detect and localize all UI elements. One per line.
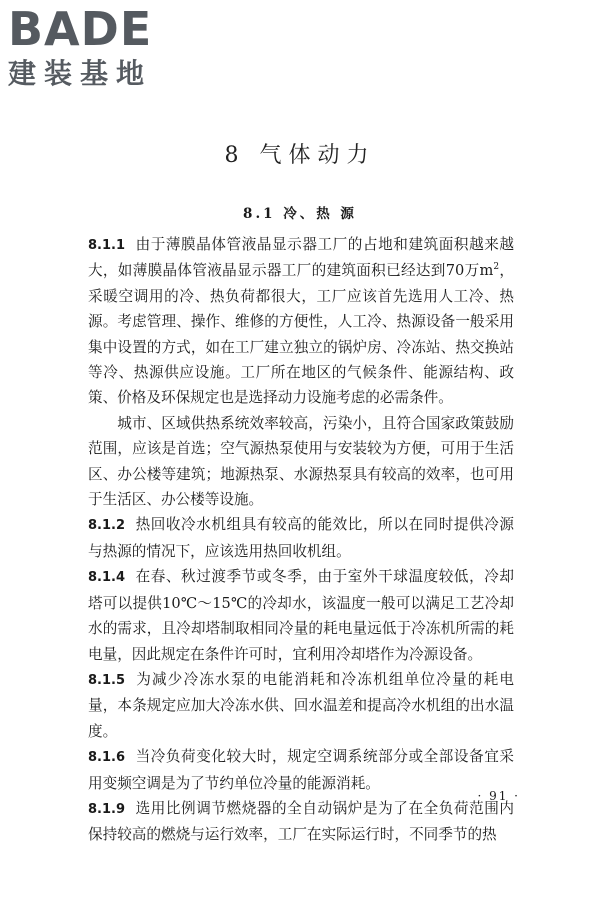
publisher-logo xyxy=(8,2,208,90)
superscript: 2 xyxy=(493,262,500,273)
page-number: · 91 · xyxy=(477,789,520,803)
clause-text: 为减少冷冻水泵的电能消耗和冷冻机组单位冷量的耗电量，本条规定应加大冷冻水供、回水温差和提高冷水机组的出水温度。 xyxy=(88,670,514,740)
clause-number: 8.1.9 xyxy=(88,801,126,817)
clause-text: 在春、秋过渡季节或冬季，由于室外干球温度较低，冷却塔可以提供10℃～15℃的冷却水，该温度一般可以满足工艺冷却水的需求，且冷却塔制取相同冷量的耗电量远低于冷冻机所需的耗电量，因此规定在条件许可时，宜利用冷却塔作为冷源设备。 xyxy=(88,568,514,663)
clause-8-1-1 xyxy=(88,232,514,411)
clause-8-1-2 xyxy=(88,512,514,564)
clause-text: 热回收冷水机组具有较高的能效比，所以在同时提供冷源与热源的情况下，应该选用热回收机组。 xyxy=(88,516,514,560)
clause-number: 8.1.6 xyxy=(88,750,126,766)
clause-text: 由于薄膜晶体管液晶显示器工厂的占地和建筑面积越来越大，如薄膜晶体管液晶显示器工厂的建筑面积已经达到70万m xyxy=(88,236,514,280)
chapter-title: 8 气体动力 xyxy=(224,143,376,168)
paragraph: 城市、区域供热系统效率较高，污染小，且符合国家政策鼓励范围，应该是首选；空气源热泵使用与安装较为方便，可用于生活区、办公楼等建筑；地源热泵、水源热泵具有较高的效率，也可用于生活区、办公楼等设施。 xyxy=(88,414,514,509)
clause-number: 8.1.5 xyxy=(88,672,126,688)
clause-text: ，采暖空调用的冷、热负荷都很大，工厂应该首先选用人工冷、热源。考虑管理、操作、维修的方便性，人工冷、热源设备一般采用集中设置的方式，如在工厂建立独立的锅炉房、冷冻站、热交换站等冷、热源供应设施。工厂所在地区的气候条件、能源结构、政策、价格及环保规定也是选择动力设施考虑的必需条件。 xyxy=(88,262,514,407)
clause-number: 8.1.2 xyxy=(88,518,126,534)
logo-subtitle: 建装基地 xyxy=(8,57,153,90)
clause-8-1-9 xyxy=(88,796,514,848)
clause-number: 8.1.4 xyxy=(88,570,126,586)
clause-text: 选用比例调节燃烧器的全自动锅炉是为了在全负荷范围内保持较高的燃烧与运行效率，工厂在实际运行时，不同季节的热 xyxy=(88,799,514,844)
clause-8-1-5 xyxy=(88,667,514,744)
logo-wordmark: BADE xyxy=(8,2,153,56)
clause-text: 当冷负荷变化较大时，规定空调系统部分或全部设备宜采用变频空调是为了节约单位冷量的能源消耗。 xyxy=(88,748,514,792)
clause-8-1-4 xyxy=(88,564,514,667)
body-text xyxy=(88,232,514,848)
section-title: 8.1 冷、热 源 xyxy=(243,206,357,222)
clause-number: 8.1.1 xyxy=(88,238,126,253)
